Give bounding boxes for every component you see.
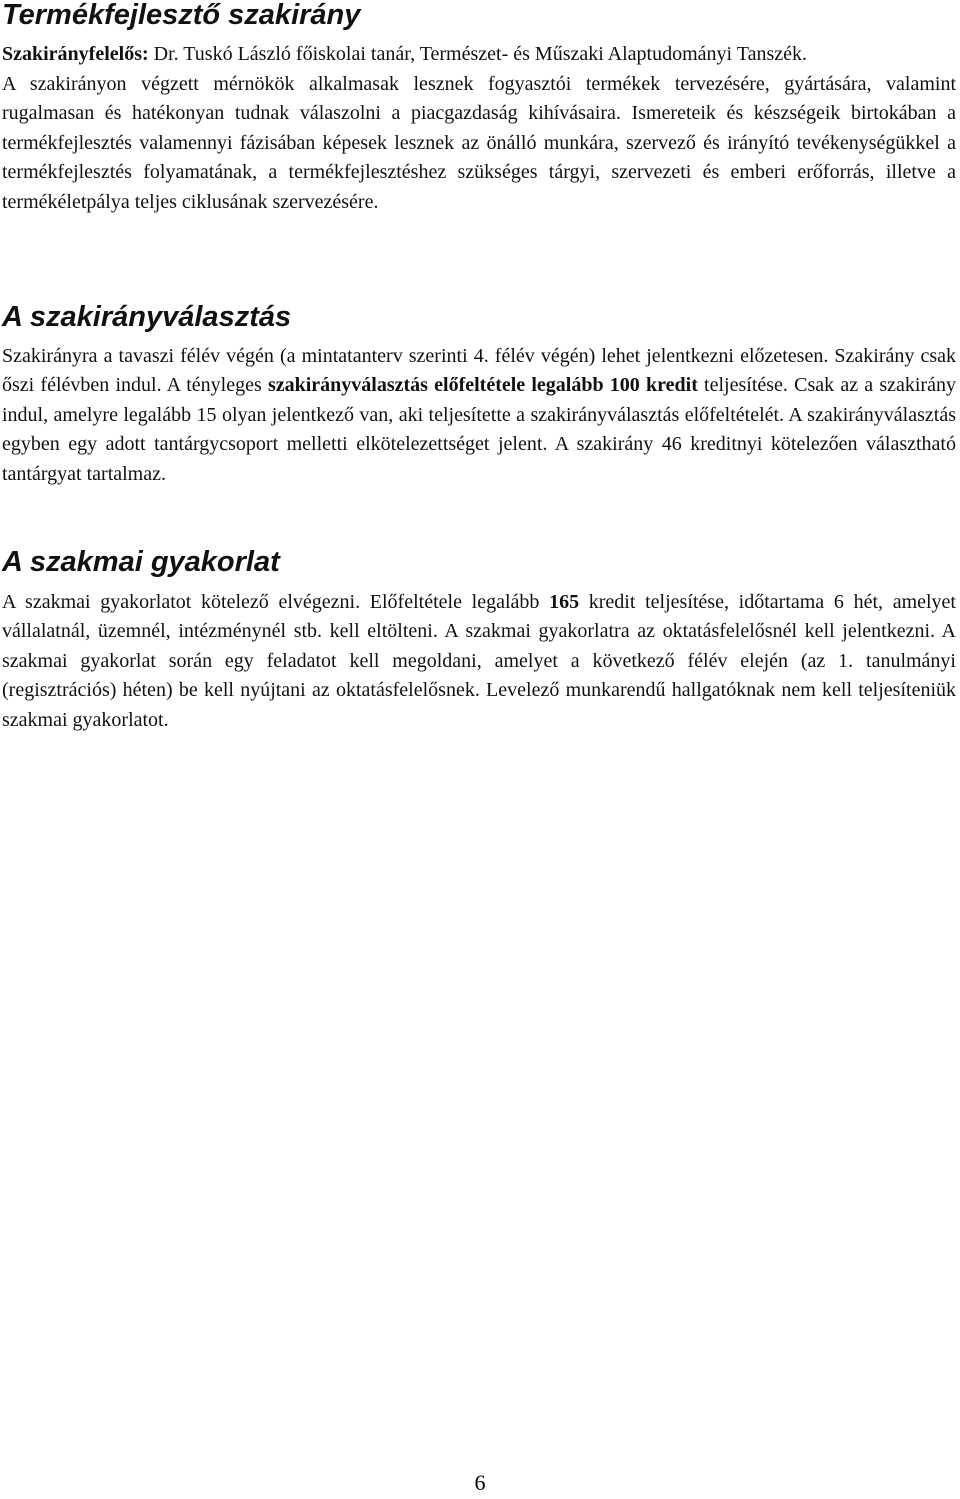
responsible-label: Szakirányfelelős: <box>2 43 149 65</box>
section-text-szakmai-gyakorlat <box>2 588 956 735</box>
section2-text-a: A szakmai gyakorlatot kötelező elvégezni. Előfeltétele legalább <box>2 591 550 613</box>
responsible-line <box>2 40 956 69</box>
section-title-szakmai-gyakorlat: A szakmai gyakorlat <box>2 546 280 578</box>
section1-text-bold: szakirányválasztás előfeltétele legalább 100 kredit <box>267 374 698 397</box>
section1-text-b: teljesítése. Csak az a szakirány indul, amelyre legalább 15 olyan jelentkező van, aki teljesítette a szakirányválasztás előfeltételét. A szakirányválasztás egyben egy adott tantárgycsoport melletti elkötelezettséget jelent. A szakirány 46 kreditnyi kötelezően választható tantárgyat tartalmaz. <box>2 374 956 485</box>
page-title: Termékfejlesztő szakirány <box>2 0 361 31</box>
page-number: 6 <box>474 1470 486 1495</box>
section2-text-bold: 165 <box>549 591 580 613</box>
section1-text-a: Szakirányra a tavaszi félév végén (a mintatanterv szerinti 4. félév végén) lehet jelentkezni előzetesen. Szakirány csak őszi félévben indul. A tényleges <box>2 345 956 397</box>
responsible-text: Dr. Tuskó László főiskolai tanár, Természet- és Műszaki Alaptudományi Tanszék. <box>148 43 807 65</box>
section-title-szakiranyvalasztas: A szakirányválasztás <box>2 301 292 333</box>
intro-paragraph: A szakirányon végzett mérnökök alkalmasak lesznek fogyasztói termékek tervezésére, gyártására, valamint rugalmasan és hatékonyan tudnak válaszolni a piacgazdaság kihívásaira. Ismereteik és készségeik birtokában a termékfejlesztés valamennyi fázisában képesek lesznek az önálló munkára, szervező és irányító tevékenységükkel a termékfejlesztés folyamatának, a termékfejlesztéshez szükséges tárgyi, szervezeti és emberi erőforrás, illetve a termékéletpálya teljes ciklusának szervezésére. <box>2 73 956 213</box>
section2-text-b: kredit teljesítése, időtartama 6 hét, amelyet vállalatnál, üzemnél, intézménynél stb. kell eltölteni. A szakmai gyakorlatra az oktatásfelelősnél kell jelentkezni. A szakmai gyakorlat során egy feladatot kell megoldani, amelyet a következő félév elején (az 1. tanulmányi (regisztrációs) héten) be kell nyújtani az oktatásfelelősnek. Levelező munkarendű hallgatóknak nem kell teljesíteniük szakmai gyakorlatot. <box>2 591 956 731</box>
section-text-szakiranyvalasztas <box>2 342 956 489</box>
